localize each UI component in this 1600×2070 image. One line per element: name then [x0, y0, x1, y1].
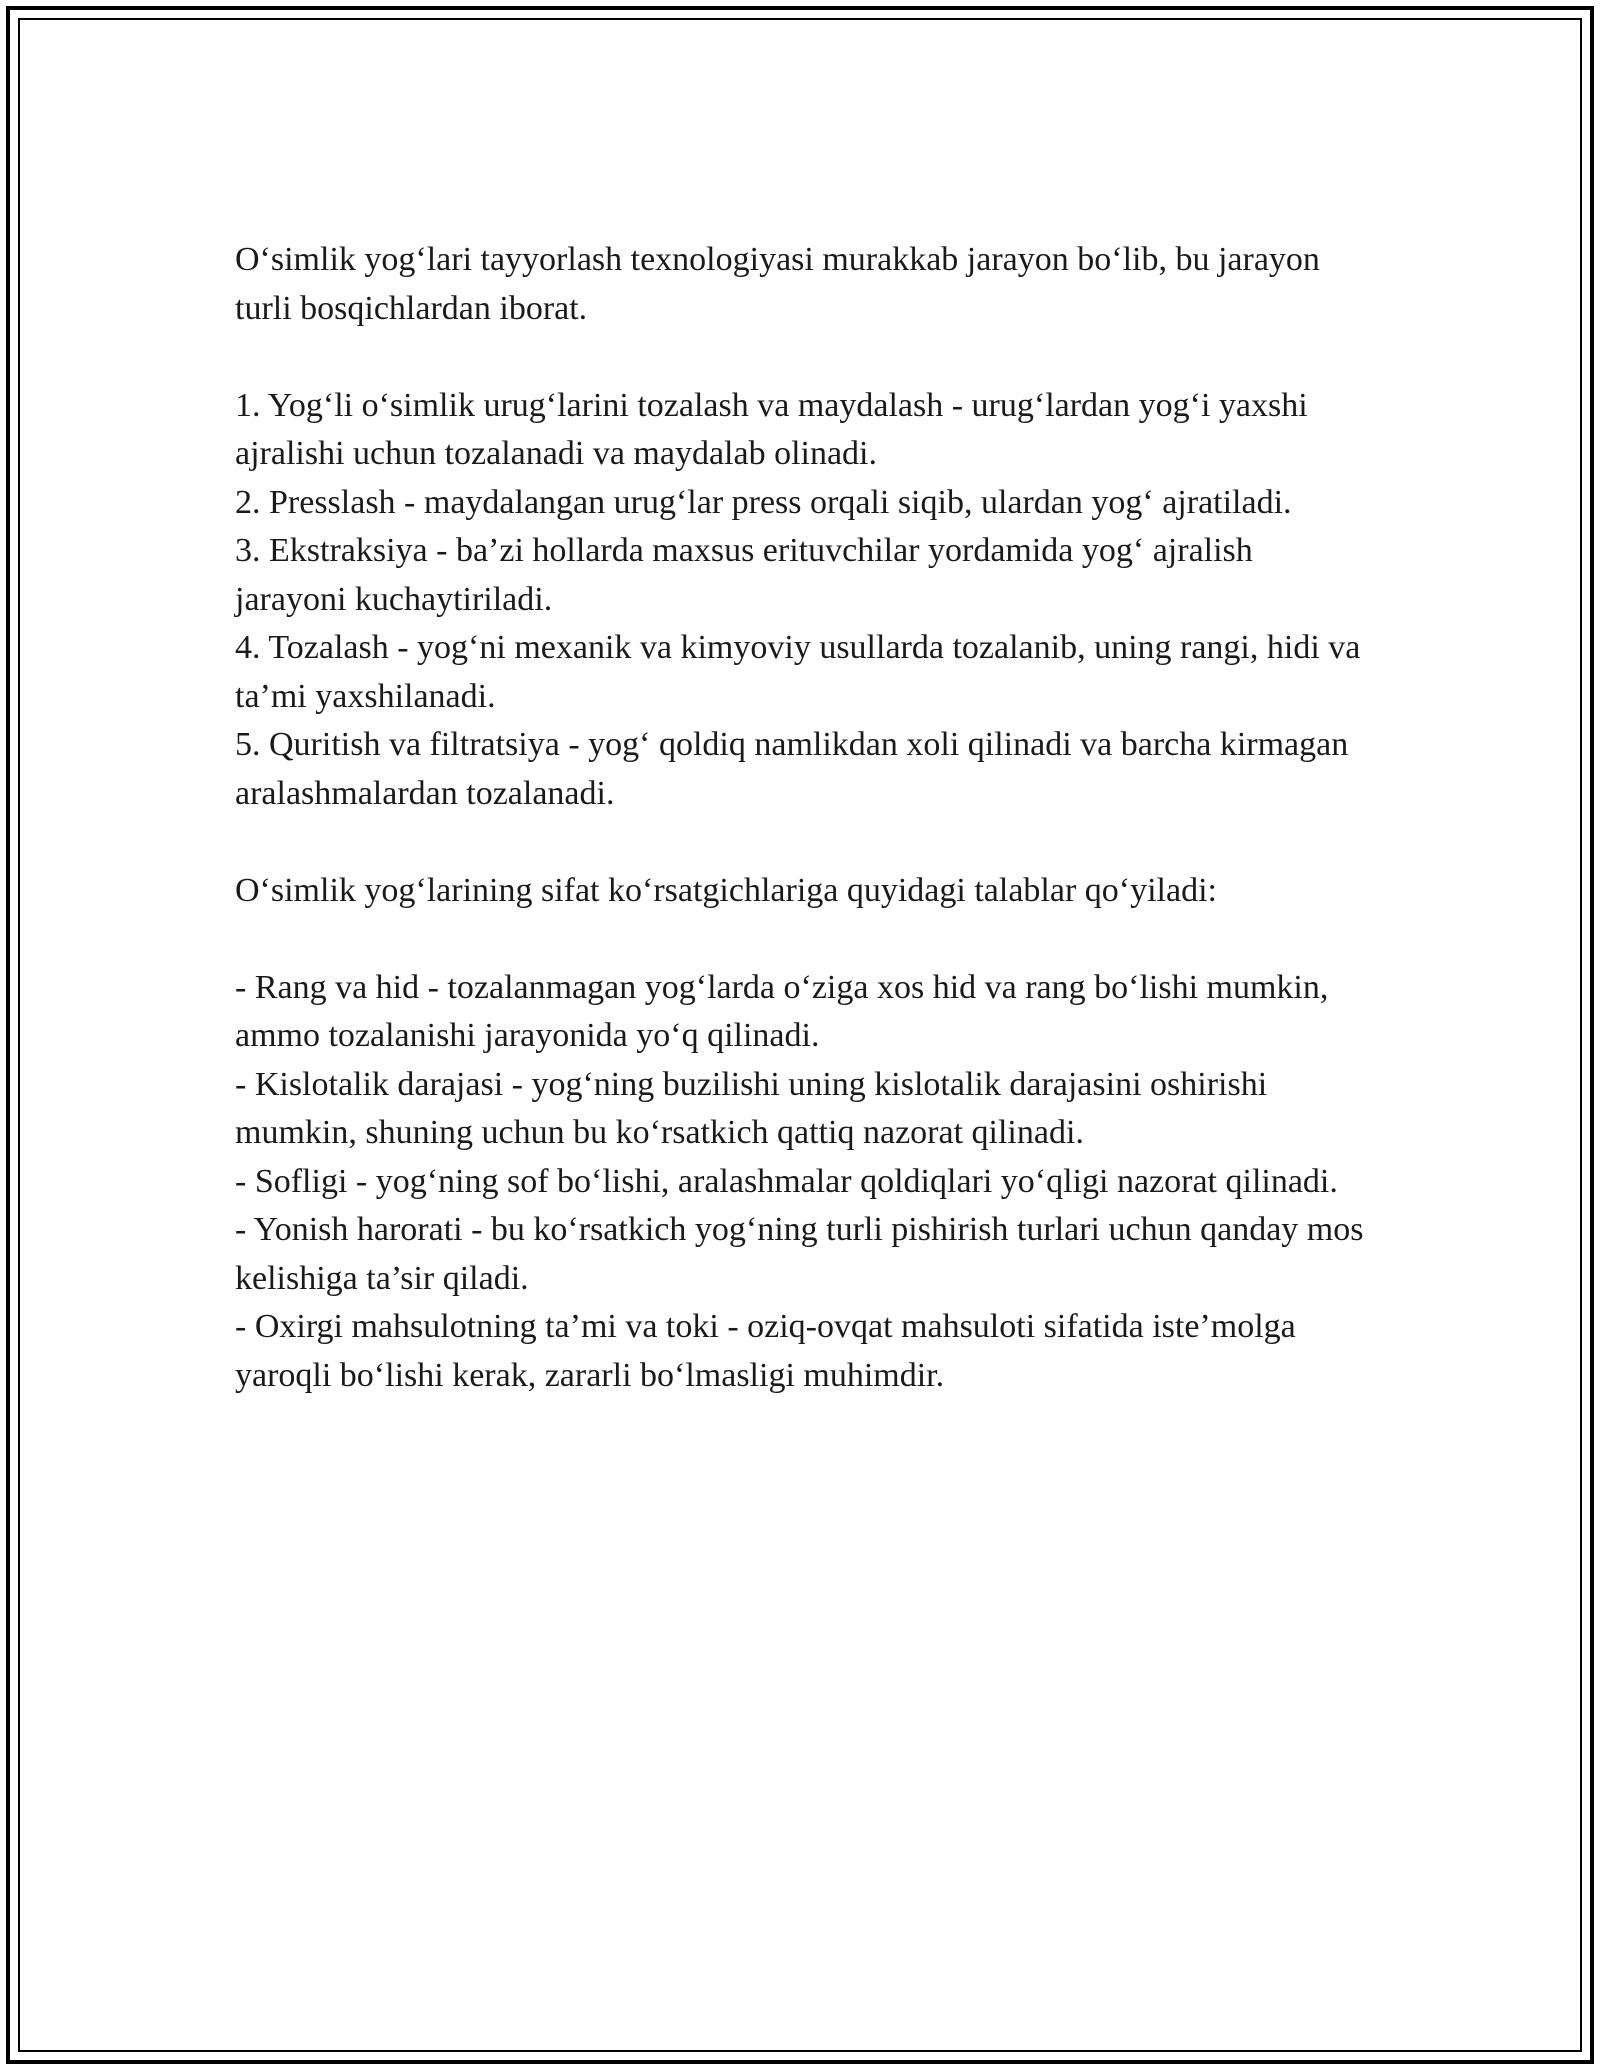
step-item-3: 3. Ekstraksiya - ba’zi hollarda maxsus erituvchilar yordamida yog‘ ajralish jarayoni kuchaytiriladi.: [235, 532, 1253, 618]
document-body: [235, 236, 1365, 1400]
paragraph-gap: [235, 818, 1365, 867]
paragraph-gap: [235, 333, 1365, 382]
step-item-2: 2. Presslash - maydalangan urug‘lar press orqali siqib, ulardan yog‘ ajratiladi.: [235, 483, 1292, 521]
requirement-item-1: - Rang va hid - tozalanmagan yog‘larda o‘ziga xos hid va rang bo‘lishi mumkin, ammo tozalanishi jarayonida yo‘q qilinadi.: [235, 968, 1329, 1054]
step-item-5: 5. Quritish va filtratsiya - yog‘ qoldiq namlikdan xoli qilinadi va barcha kirmagan aralashmalardan tozalanadi.: [235, 726, 1349, 812]
requirements-heading: O‘simlik yog‘larining sifat ko‘rsatgichlariga quyidagi talablar qo‘yiladi:: [235, 871, 1217, 909]
step-item-1: 1. Yog‘li o‘simlik urug‘larini tozalash va maydalash - urug‘lardan yog‘i yaxshi ajralishi uchun tozalanadi va maydalab olinadi.: [235, 386, 1308, 472]
requirement-item-2: - Kislotalik darajasi - yog‘ning buzilishi uning kislotalik darajasini oshirishi mumkin, shuning uchun bu ko‘rsatkich qattiq nazorat qilinadi.: [235, 1065, 1268, 1151]
requirement-item-3: - Sofligi - yog‘ning sof bo‘lishi, aralashmalar qoldiqlari yo‘qligi nazorat qilinadi.: [235, 1162, 1338, 1200]
requirement-item-4: - Yonish harorati - bu ko‘rsatkich yog‘ning turli pishirish turlari uchun qanday mos kelishiga ta’sir qiladi.: [235, 1211, 1364, 1297]
requirement-item-5: - Oxirgi mahsulotning ta’mi va toki - oziq-ovqat mahsuloti sifatida iste’molga yaroqli bo‘lishi kerak, zararli bo‘lmasligi muhimdir.: [235, 1308, 1296, 1394]
step-item-4: 4. Tozalash - yog‘ni mexanik va kimyoviy usullarda tozalanib, uning rangi, hidi va ta’mi yaxshilanadi.: [235, 629, 1361, 715]
paragraph-gap: [235, 915, 1365, 964]
intro-paragraph: O‘simlik yog‘lari tayyorlash texnologiyasi murakkab jarayon bo‘lib, bu jarayon turli bosqichlardan iborat.: [235, 241, 1320, 327]
